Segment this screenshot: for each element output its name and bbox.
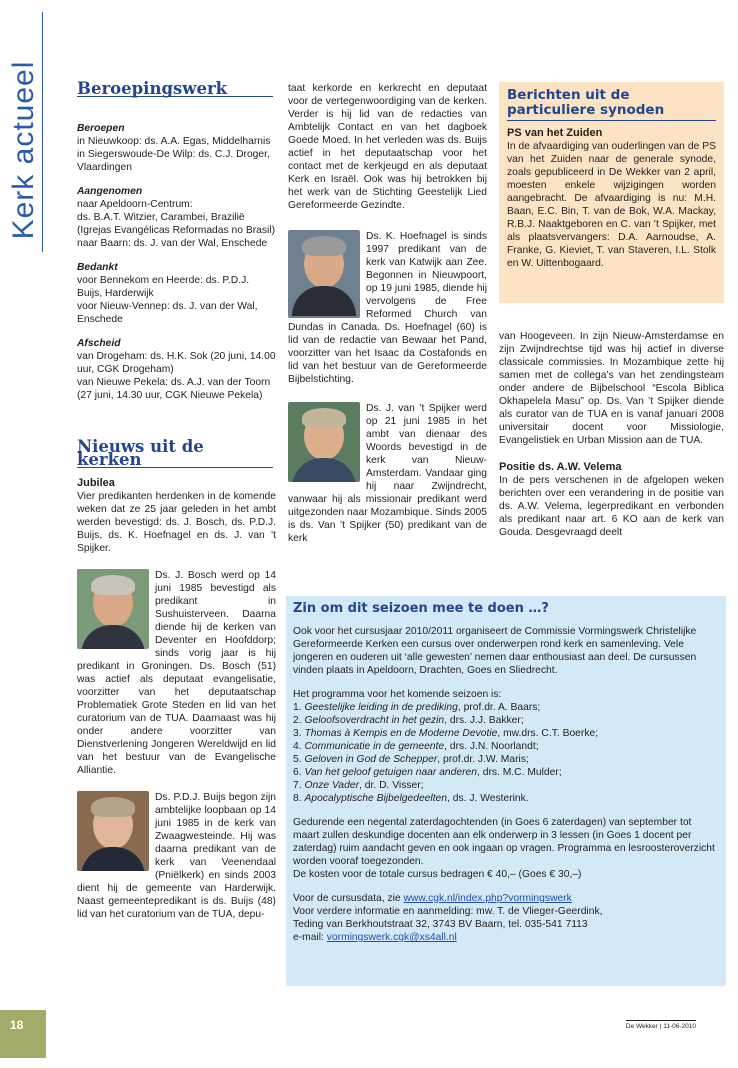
bosch-item (77, 569, 276, 777)
page-number: 18 (0, 1010, 46, 1058)
seizoen-details: Gedurende een negental zaterdagochtenden (in Goes 6 zaterdagen) van september tot maart zullen deskundige docenten aan elk onderwerp in 3 lessen (in Goes 1 docent per zaterdag) ruim aandacht geven en ook ingaan op vragen. Programma en lesroosteroverzicht worden vooraf toegezonden. (293, 817, 715, 867)
footer-issue: De Wekker | 11-06-2010 (626, 1020, 696, 1030)
afscheid-line: van Drogeham: ds. H.K. Sok (20 juni, 14.00 uur, CGK Drogeham) (77, 351, 276, 375)
spijker-continued: van Hoogeveen. In zijn Nieuw-Amsterdamse en zijn Zwijndrechtse tijd was hij actief in diverse classicale commissies. In Mozambique zette hij samen met de collega’s van het zendingsteam onder andere de Bijbelschool “Escola Biblica Okhapelela Masu” op. Ds. Van ’t Spijker diende als curator van de TUA en is vanaf januari 2008 universitair docent voor Missiologie, Evangelistiek en Urban Mission aan de TUA. (499, 331, 724, 446)
program-title: Het programma voor het komende seizoen is: (293, 689, 502, 700)
bosch-text: Ds. J. Bosch werd op 14 juni 1985 bevestigd als predikant in Sushuisterveen. Daarna diende hij de kerken van Deventer en Hoofddorp; sinds vorig jaar is hij predikant in Groningen. Ds. Bosch (51) was actief als deputaat evangelisatie, voorzitter van het deputaatschap Problematiek Grote Steden en lid van het curatorium van de TUA. Daarnaast was hij onder andere voorzitter van Dienstverlening Jongeren Wereldwijd en lid van het bestuur van de Evangelische Alliantie. (77, 570, 276, 776)
spijker-photo (288, 402, 360, 482)
spijker-item (288, 402, 487, 545)
buijs-text: Ds. P.D.J. Buijs begon zijn ambtelijke loopbaan op 14 juni 1985 in de kerk van Zwaagwesteinde. Hij was daarna predikant van de kerk van Veenendaal (Pniëlkerk) en sinds 2003 dient hij de gemeente van Harderwijk. Naast gemeentepredikant is ds. Buijs (48) lid van het curatorium van de TUA, depu- (77, 792, 276, 920)
bosch-photo (77, 569, 149, 649)
info-line: Voor verdere informatie en aanmelding: mw. T. de Vlieger-Geerdink, (293, 906, 603, 917)
email-line: e-mail: vormingswerk.cgk@xs4all.nl (293, 932, 457, 943)
bedankt-title: Bedankt (77, 262, 118, 273)
beroepingswerk-heading: Beroepingswerk (77, 82, 273, 97)
nieuws-heading: Nieuws uit de kerken (77, 440, 273, 468)
column-2 (288, 82, 487, 545)
synoden-box (499, 82, 724, 303)
synoden-body: In de afvaardiging van ouderlingen van de PS van het Zuiden naar de generale synode, zoals gepubliceerd in De Wekker van 2 april, moesten enkele wijzigingen worden aangebracht. De afvaardiging is nu: M.H. Baan, E.C. Bin, T. van de Bok, W.A. Mackay, R.B.J. Naaktgeboren en C. van ’t Spijker, met als plaatsvervangers: D.A. Aarnoudse, A. Franke, G. Kieviet, T. van Staveren, I.L. Stolk en W. Uittenbogaard. (507, 141, 716, 269)
bedankt-line: voor Bennekom en Heerde: ds. P.D.J. Buijs, Harderwijk (77, 275, 250, 299)
seizoen-intro: Ook voor het cursusjaar 2010/2011 organiseert de Commissie Vormingswerk Christelijke Gereformeerde Kerken een cursus over onderwerpen rond kerk en samenleving. Vele jongeren en ouderen uit ‘alle gewesten’ nemen daar enthousiast aan deel. De cursussen vinden plaats in Apeldoorn, Drachten, Goes en Sliedrecht. (293, 626, 697, 676)
program-item: 1. Geestelijke leiding in de prediking, prof.dr. A. Baars; (293, 702, 541, 713)
hoefnagel-text: Ds. K. Hoefnagel is sinds 1997 predikant van de kerk van Katwijk aan Zee. Begonnen in Nieuwpoort, op 19 juni 1985, diende hij vervolgens de Free Reformed Church van Dundas in Canada. Ds. Hoefnagel (60) is lid van de redactie van Bewaar het Pand, voorzitter van het Isaac da Costafonds en lid van het bestuur van de Gereformeerde Bijbelstichting. (288, 231, 487, 385)
program-item: 8. Apocalyptische Bijbelgedeelten, ds. J. Westerink. (293, 793, 529, 804)
velema-title: Positie ds. A.W. Velema (499, 461, 622, 473)
program-list (293, 701, 719, 805)
afscheid-line: van Nieuwe Pekela: ds. A.J. van der Toorn (27 juni, 14.30 uur, CGK Nieuwe Pekela) (77, 377, 271, 401)
column-3 (499, 330, 724, 539)
buijs-continued: taat kerkorde en kerkrecht en deputaat voor de vertegenwoordiging van de kerken. Verder is hij lid van de redacties van Ambtelijk Contact en van het dagboek Goede Moed. In het verleden was ds. Buijs actief in het deputaatschap voor het contact met de kerkjeugd en als deputaat Kerk en Israël. Ook was hij betrokken bij het werk van de Stichting Geestelijk Lied Gereformeerde Gezindte. (288, 83, 487, 211)
email-link[interactable]: vormingswerk.cgk@xs4all.nl (326, 932, 457, 943)
beroepen-title: Beroepen (77, 123, 125, 134)
program-item: 3. Thomas à Kempis en de Moderne Devotie, mw.drs. C.T. Boerke; (293, 728, 599, 739)
jubilea-intro: Vier predikanten herdenken in de komende weken dat ze 25 jaar geleden in het ambt werden bevestigd: ds. J. Bosch, ds. P.D.J. Buijs, ds. K. Hoefnagel en ds. J. van ’t Spijker. (77, 491, 276, 554)
section-label: Kerk actueel (7, 60, 40, 240)
afscheid-title: Afscheid (77, 338, 121, 349)
aangenomen-line: ds. B.A.T. Witzier, Carambei, Brazilië (77, 212, 245, 223)
bedankt-line: voor Nieuw-Vennep: ds. J. van der Wal, Enschede (77, 301, 258, 325)
program-item: 7. Onze Vader, dr. D. Visser; (293, 780, 424, 791)
hoefnagel-photo (288, 230, 360, 318)
buijs-photo (77, 791, 149, 871)
program-item: 4. Communicatie in de gemeente, drs. J.N. Noorlandt; (293, 741, 539, 752)
seizoen-cost: De kosten voor de totale cursus bedragen € 40,– (Goes € 30,–) (293, 869, 582, 880)
aangenomen-line: naar Apeldoorn-Centrum: (77, 199, 193, 210)
program-item: 5. Geloven in God de Schepper, prof.dr. J.W. Maris; (293, 754, 529, 765)
side-rule (42, 12, 43, 252)
jubilea-title: Jubilea (77, 477, 115, 489)
beroepen-line: in Nieuwkoop: ds. A.A. Egas, Middelharnis (77, 136, 271, 147)
cursusdata-line: Voor de cursusdata, zie www.cgk.nl/index.php?vormingswerk (293, 893, 572, 904)
velema-text: In de pers verschenen in de afgelopen weken berichten over een verandering in de positie van ds. A.W. Velema, legerpredikant en verbonden als predikant naar art. 6 KO aan de kerk van Gouda. Desgevraagd deelt (499, 475, 724, 538)
program-item: 6. Van het geloof getuigen naar anderen, drs. M.C. Mulder; (293, 767, 562, 778)
buijs-item (77, 791, 276, 921)
aangenomen-line: naar Baarn: ds. J. van der Wal, Enschede (77, 238, 268, 249)
synoden-heading: Berichten uit de particuliere synoden (507, 88, 716, 121)
spijker-text: Ds. J. van ’t Spijker werd op 21 juni 1985 in het ambt van dienaar des Woords bevestigd in de kerk van Nieuw-Amsterdam. Vandaar ging hij naar Zwijndrecht, vanwaar hij als missionair predikant werd uitgezonden naar Mozambique. Sinds 2005 is ds. Van ’t Spijker (50) predikant van de kerk (288, 403, 487, 544)
seizoen-heading: Zin om dit seizoen mee te doen …? (293, 601, 549, 616)
seizoen-box (286, 596, 726, 986)
beroepen-line: in Siegerswoude-De Wilp: ds. C.J. Droger, Vlaardingen (77, 149, 270, 173)
aangenomen-line: (Igrejas Evangélicas Reformadas no Brasil) (77, 225, 276, 236)
synoden-sub: PS van het Zuiden (507, 127, 603, 139)
aangenomen-title: Aangenomen (77, 186, 143, 197)
hoefnagel-item (288, 230, 487, 386)
program-item: 2. Geloofsoverdracht in het gezin, drs. J.J. Bakker; (293, 715, 524, 726)
cursusdata-link[interactable]: www.cgk.nl/index.php?vormingswerk (403, 893, 572, 904)
address-line: Teding van Berkhoutstraat 32, 3743 BV Baarn, tel. 035-541 7113 (293, 919, 588, 930)
column-1 (77, 79, 276, 921)
